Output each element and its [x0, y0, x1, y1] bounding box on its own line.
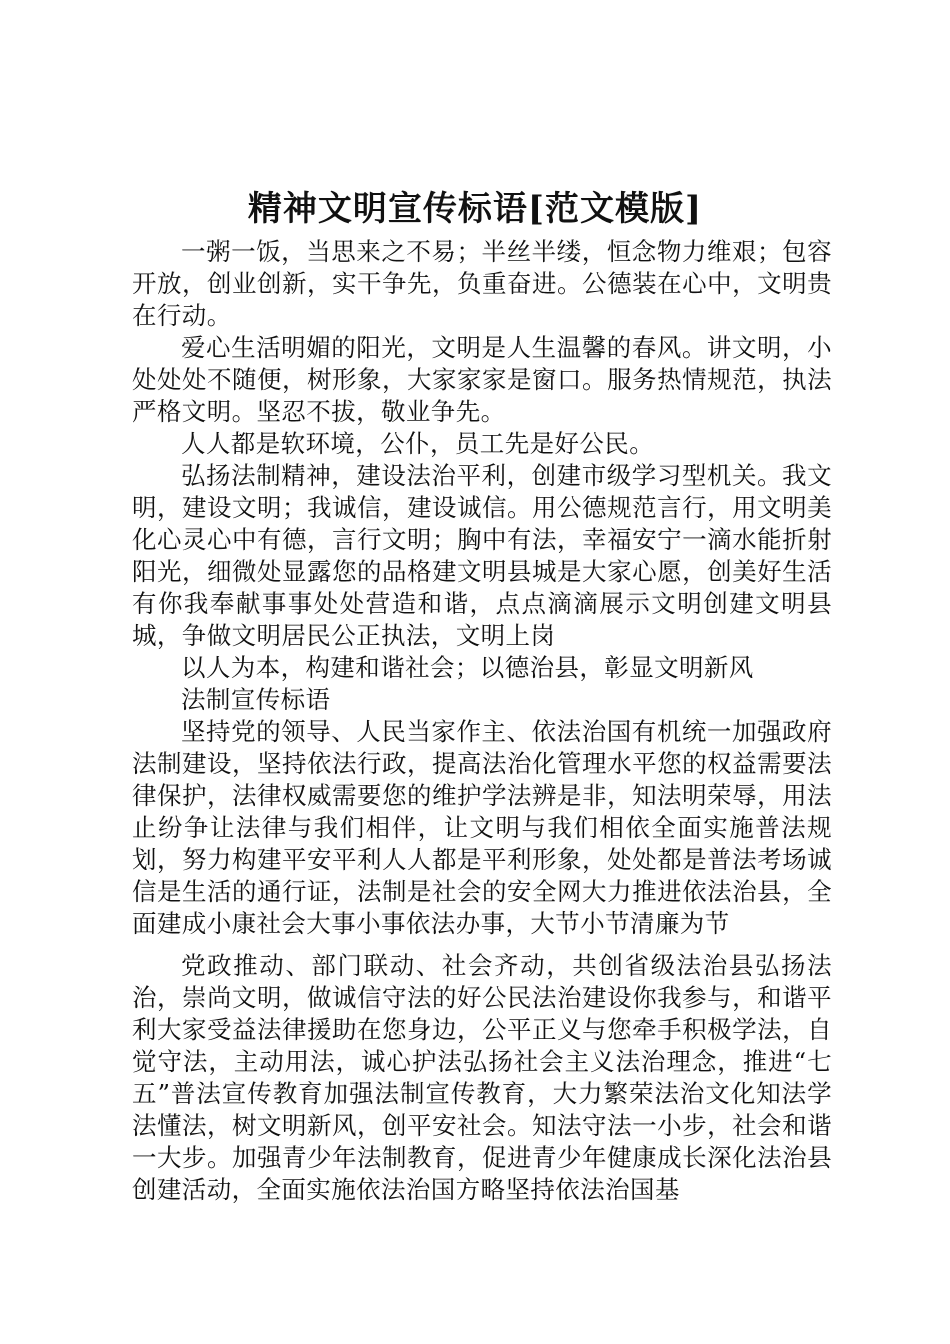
document-body — [132, 236, 832, 1206]
paragraph: 人人都是软环境，公仆，员工先是好公民。 — [181, 429, 655, 458]
document-title: 精神文明宣传标语[范文模版] — [247, 189, 703, 229]
paragraph: 一粥一饭，当思来之不易；半丝半缕，恒念物力维艰；包容开放，创业创新，实干争先，负重奋进。公德装在心中，文明贵在行动。 — [132, 237, 832, 330]
paragraph: 以人为本，构建和谐社会；以德治县，彰显文明新风 — [181, 653, 754, 682]
paragraph: 爱心生活明媚的阳光，文明是人生温馨的春风。讲文明，小处处处不随便，树形象，大家家家是窗口。服务热情规范，执法严格文明。坚忍不拔，敬业争先。 — [132, 333, 832, 426]
paragraph: 党政推动、部门联动、社会齐动，共创省级法治县弘扬法治，崇尚文明，做诚信守法的好公民法治建设你我参与，和谐平利大家受益法律援助在您身边，公平正义与您牵手积极学法，自觉守法，主动用法，诚心护法弘扬社会主义法治理念，推进“七五”普法宣传教育加强法制宣传教育，大力繁荣法治文化知法学法懂法，树文明新风，创平安社会。知法守法一小步，社会和谐一大步。加强青少年法制教育，促进青少年健康成长深化法治县创建活动，全面实施依法治国方略坚持依法治国基 — [132, 951, 832, 1204]
paragraph: 坚持党的领导、人民当家作主、依法治国有机统一加强政府法制建设，坚持依法行政，提高法治化管理水平您的权益需要法律保护，法律权威需要您的维护学法辨是非，知法明荣辱，用法止纷争让法律与我们相伴，让文明与我们相依全面实施普法规划，努力构建平安平利人人都是平利形象，处处都是普法考场诚信是生活的通行证，法制是社会的安全网大力推进依法治县，全面建成小康社会大事小事依法办事，大节小节清廉为节 — [132, 717, 832, 938]
paragraph: 弘扬法制精神，建设法治平利，创建市级学习型机关。我文明，建设文明；我诚信，建设诚信。用公德规范言行，用文明美化心灵心中有德，言行文明；胸中有法，幸福安宁一滴水能折射阳光，细微处显露您的品格建文明县城是大家心愿，创美好生活有你我奉献事事处处营造和谐，点点滴滴展示文明创建文明县城，争做文明居民公正执法，文明上岗 — [132, 461, 832, 650]
section-heading: 法制宣传标语 — [181, 685, 331, 714]
